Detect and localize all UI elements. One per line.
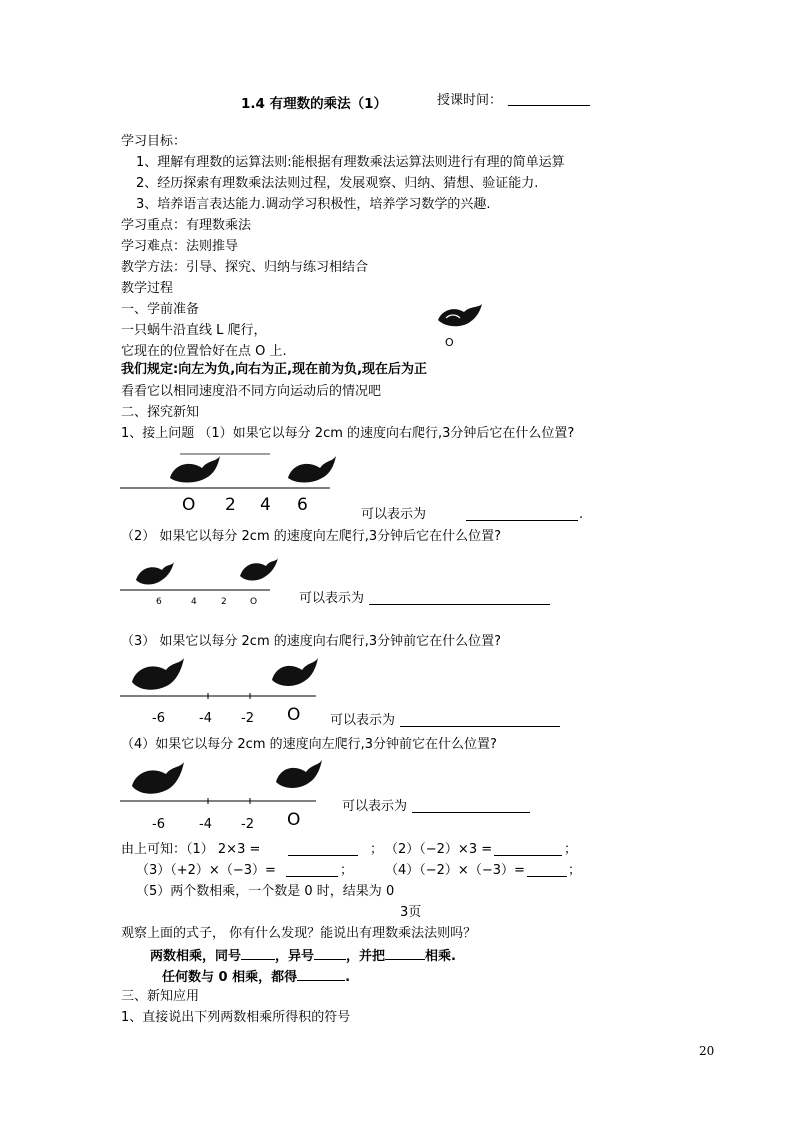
difficulty: 学习难点：法则推导 — [121, 239, 239, 254]
number-line-1 — [120, 448, 360, 518]
rule-blank-diff-sign[interactable] — [314, 947, 346, 960]
page-number: 20 — [699, 1044, 715, 1058]
observe-text: 看看它以相同速度沿不同方向运动后的情况吧 — [121, 384, 382, 399]
tick-label: O — [182, 495, 196, 515]
rule-blank-same-sign[interactable] — [241, 947, 275, 960]
tick-label: -2 — [241, 711, 254, 726]
conclusion-blank-2[interactable] — [494, 842, 562, 856]
number-line-4 — [120, 762, 330, 812]
process-heading: 教学过程 — [121, 281, 174, 296]
rule-line-a — [150, 947, 456, 965]
tick-label: -2 — [241, 817, 254, 832]
answer-blank-4[interactable] — [412, 799, 530, 813]
goal-item: 2、经历探索有理数乘法法则过程，发展观察、归纳、猜想、验证能力. — [136, 176, 539, 191]
conclusion-blank-4[interactable] — [527, 863, 567, 877]
rule-b-part1: 任何数与 0 相乘，都得 — [162, 970, 298, 985]
tick-label: -4 — [199, 817, 212, 832]
goal-item: 1、理解有理数的运算法则:能根据有理数乘法运算法则进行有理的简单运算 — [136, 155, 565, 170]
snail-illustration-origin — [436, 302, 486, 332]
semicolon: ； — [370, 842, 384, 857]
tick-label: O — [287, 810, 301, 830]
tick-label: -6 — [152, 817, 165, 832]
tick-label: O — [287, 705, 301, 725]
conclusion-3: （3）（+2）×（−3）= — [136, 863, 276, 878]
section-3-heading: 三、新知应用 — [121, 989, 200, 1004]
period: . — [579, 507, 584, 522]
question-1: 1、接上问题 （1）如果它以每分 2cm 的速度向右爬行,3分钟后它在什么位置? — [121, 426, 575, 441]
key-point: 学习重点：有理数乘法 — [121, 218, 252, 233]
conclusion-4: （4）（−2）×（−3）= — [385, 863, 525, 878]
tick-label: 4 — [260, 495, 271, 515]
tick-label: 6 — [156, 597, 162, 607]
question-2: （2） 如果它以每分 2cm 的速度向左爬行,3分钟后它在什么位置? — [121, 529, 502, 544]
tick-label: 4 — [191, 597, 197, 607]
conclusion-1: 由上可知：（1） 2×3 = — [121, 842, 261, 857]
apply-question-1: 1、直接说出下列两数相乘所得积的符号 — [121, 1010, 351, 1025]
conclusion-2: （2）（−2）×3 = — [385, 842, 493, 857]
rule-a-part2: ，异号 — [275, 949, 315, 964]
rule-line-b: 任何数与 0 相乘，都得 . — [162, 970, 351, 985]
rule-blank-zero[interactable] — [297, 968, 345, 981]
number-line-3 — [120, 658, 330, 708]
section-2-heading: 二、探究新知 — [121, 405, 200, 420]
tick-label: -4 — [199, 711, 212, 726]
represent-label-3: 可以表示为 — [330, 713, 396, 728]
represent-label-2: 可以表示为 — [299, 591, 365, 606]
rule-a-part1: 两数相乘，同号 — [150, 949, 242, 964]
semicolon: ； — [340, 863, 354, 878]
question-3: （3） 如果它以每分 2cm 的速度向右爬行,3分钟前它在什么位置? — [121, 634, 502, 649]
snail-intro: 一只蜗牛沿直线 L 爬行， — [121, 323, 267, 338]
tick-label: 2 — [221, 597, 227, 607]
goal-item: 3、培养语言表达能力.调动学习积极性，培养学习数学的兴趣. — [136, 197, 491, 212]
semicolon: ； — [564, 842, 578, 857]
question-4: （4）如果它以每分 2cm 的速度向左爬行,3分钟前它在什么位置? — [121, 737, 497, 752]
rule-a-part3: ，并把 — [346, 949, 386, 964]
teaching-method: 教学方法：引导、探究、归纳与练习相结合 — [121, 260, 369, 275]
represent-label-4: 可以表示为 — [342, 799, 408, 814]
tick-label: O — [250, 597, 258, 607]
tick-label: -6 — [152, 711, 165, 726]
conclusion-blank-1[interactable] — [288, 842, 358, 856]
conclusion-5: （5）两个数相乘，一个数是 0 时，结果为 0 — [136, 884, 395, 899]
goals-heading: 学习目标： — [121, 134, 187, 149]
snail-position: 它现在的位置恰好在点 O 上. — [121, 344, 287, 359]
semicolon: ； — [568, 863, 582, 878]
tick-label: 6 — [297, 495, 308, 515]
number-line-2 — [120, 556, 290, 606]
rule-statement: 我们规定:向左为负,向右为正,现在前为负,现在后为正 — [121, 362, 428, 377]
time-blank[interactable] — [508, 92, 590, 106]
represent-label-1: 可以表示为 — [361, 507, 427, 522]
rule-a-part4: 相乘. — [425, 949, 456, 964]
section-1-heading: 一、学前准备 — [121, 302, 200, 317]
discover-question: 观察上面的式子， 你有什么发现？能说出有理数乘法法则吗？ — [121, 926, 477, 941]
page-marker: 3页 — [400, 905, 422, 920]
answer-blank-3[interactable] — [400, 713, 560, 727]
tick-label: 2 — [225, 495, 236, 515]
answer-blank-1[interactable] — [466, 507, 578, 521]
time-label: 授课时间： — [437, 93, 503, 108]
rule-blank-abs[interactable] — [385, 947, 425, 960]
lesson-title: 1.4 有理数的乘法（1） — [241, 96, 388, 112]
origin-label: O — [445, 336, 454, 349]
conclusion-blank-3[interactable] — [286, 863, 338, 877]
answer-blank-2[interactable] — [369, 591, 550, 605]
